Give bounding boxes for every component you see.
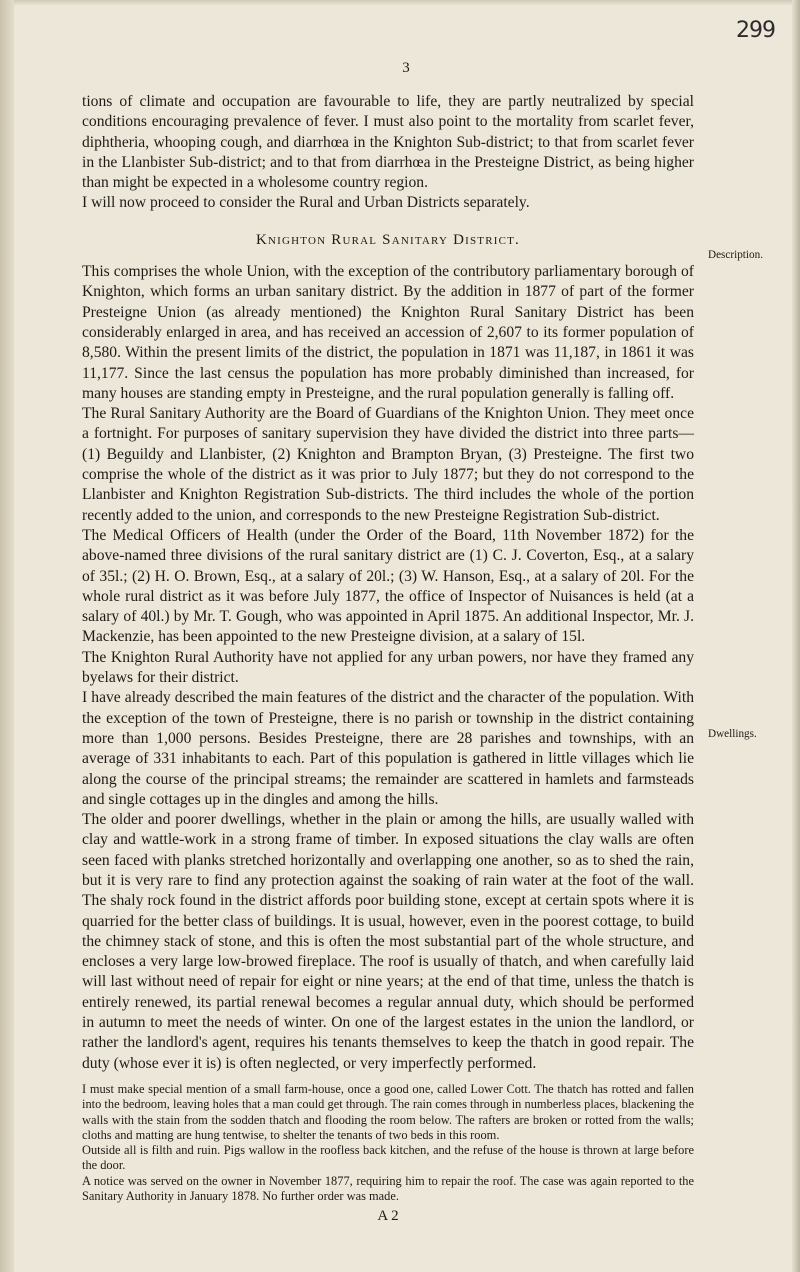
paragraph-description: This comprises the whole Union, with the exception of the contributory parliamentary borough of Knighton, which forms an urban sanitary district. By the addition in 1877 of part of the former Presteigne Union (as already mentioned) the Knighton Rural Sanitary District has been considerably enlarged in area, and has received an accession of 2,607 to its former population of 8,580. Within the present limits of the district, the population in 1871 was 11,187, in 1861 it was 11,177. Since the last census the population has more probably diminished than increased, for many houses are standing empty in Presteigne, and the rural population generally is falling off. (82, 263, 694, 402)
margin-note-description: Description. (708, 249, 763, 261)
signature-mark: A 2 (377, 1208, 399, 1225)
page-number: 3 (402, 60, 410, 76)
handwritten-folio-number: 299 (736, 18, 775, 43)
main-text-column (82, 92, 694, 1227)
page-right-edge (792, 0, 800, 1272)
paragraph-byelaws: The Knighton Rural Authority have not applied for any urban powers, nor have they framed any byelaws for their district. (82, 648, 694, 687)
paragraph-officers: The Medical Officers of Health (under the Order of the Board, 11th November 1872) for the above-named three divisions of the rural sanitary district are (1) C. J. Coverton, Esq., at a salary of 35l.; (2) H. O. Brown, Esq., at a salary of 20l.; (3) W. Hanson, Esq., at a salary of 20l. For the whole rural district as it was before July 1877, the office of Inspector of Nuisances is held (at a salary of 40l.) by Mr. T. Gough, who was appointed in April 1875. An additional Inspector, Mr. J. Mackenzie, has been appointed to the new Presteigne division, at a salary of 15l. (82, 526, 694, 646)
paragraph-authority: The Rural Sanitary Authority are the Board of Guardians of the Knighton Union. They meet once a fortnight. For purposes of sanitary supervision they have divided the district into three parts—(1) Beguildy and Llanbister, (2) Knighton and Brampton Bryan, (3) Presteigne. The first two comprise the whole of the district as it was prior to July 1877; but they do not correspond to the Llanbister and Knighton Registration Sub-districts. The third includes the whole of the portion recently added to the union, and corresponds to the new Presteigne Registration Sub-district. (82, 405, 694, 524)
margin-note-dwellings: Dwellings. (708, 728, 757, 740)
intro-paragraph: tions of climate and occupation are favourable to life, they are partly neutralized by special conditions encouraging prevalence of fever. I must also point to the mortality from scarlet fever, diphtheria, whooping cough, and diarrhœa in the Knighton Sub-district; to that from scarlet fever in the Llanbister Sub-district; and to that from diarrhœa in the Presteigne District, as being higher than might be expected in a wholesome country region. (82, 93, 694, 192)
paragraph-dwellings: The older and poorer dwellings, whether in the plain or among the hills, are usually walled with clay and wattle-work in a strong frame of timber. In exposed situations the clay walls are often seen faced with planks stretched horizontally and overlapping one another, so as to shed the rain, but it is very rare to find any protection against the soaking of rain water at the foot of the wall. The shaly rock found in the district affords poor building stone, except at certain spots where it is quarried for the better class of buildings. It is usual, however, even in the poorest cottage, to build the chimney stack of stone, and this is often the most substantial part of the whole structure, and encloses a very large low-browed fireplace. The roof is usually of thatch, and when carefully laid will last without need of repair for eight or nine years; at the end of that time, unless the thatch is entirely renewed, its partial renewal becomes a regular annual duty, which should be performed in autumn to meet the needs of winter. On one of the largest estates in the union the landlord, or rather the landlord's agent, requires his tenants themselves to keep the thatch in good repair. The duty (whose ever it is) is often neglected, or very imperfectly performed. (82, 811, 694, 1072)
binding-edge (0, 0, 14, 1272)
note-lower-cott: I must make special mention of a small farm-house, once a good one, called Lower Cott. The thatch has rotted and fallen into the bedroom, leaving holes that a man could get through. The rain comes through in numberless places, blackening the walls with the stain from the sodden thatch and flooding the room below. The rafters are broken or rotted from the walls; cloths and matting are hung tentwise, to shelter the tenants of two beds in this room. (82, 1081, 694, 1142)
note-outside: Outside all is filth and ruin. Pigs wallow in the roofless back kitchen, and the refuse of the house is thrown at large before the door. (82, 1143, 694, 1173)
page-top-edge (0, 0, 800, 6)
paragraph-population: I have already described the main features of the district and the character of the population. With the exception of the town of Presteigne, there is no parish or township in the district containing more than 1,000 persons. Besides Presteigne, there are 28 parishes and townships, with an average of 331 inhabitants to each. Part of this population is gathered in little villages which lie along the course of the principal streams; the remainder are scattered in hamlets and farmsteads and single cottages up in the dingles and among the hills. (82, 689, 694, 808)
note-notice: A notice was served on the owner in November 1877, requiring him to repair the roof. The case was again reported to the Sanitary Authority in January 1878. No further order was made. (82, 1173, 694, 1204)
footnotes (82, 1082, 694, 1204)
section-title: Knighton Rural Sanitary District. (255, 231, 521, 248)
intro-paragraph-2: I will now proceed to consider the Rural and Urban Districts separately. (82, 194, 530, 212)
